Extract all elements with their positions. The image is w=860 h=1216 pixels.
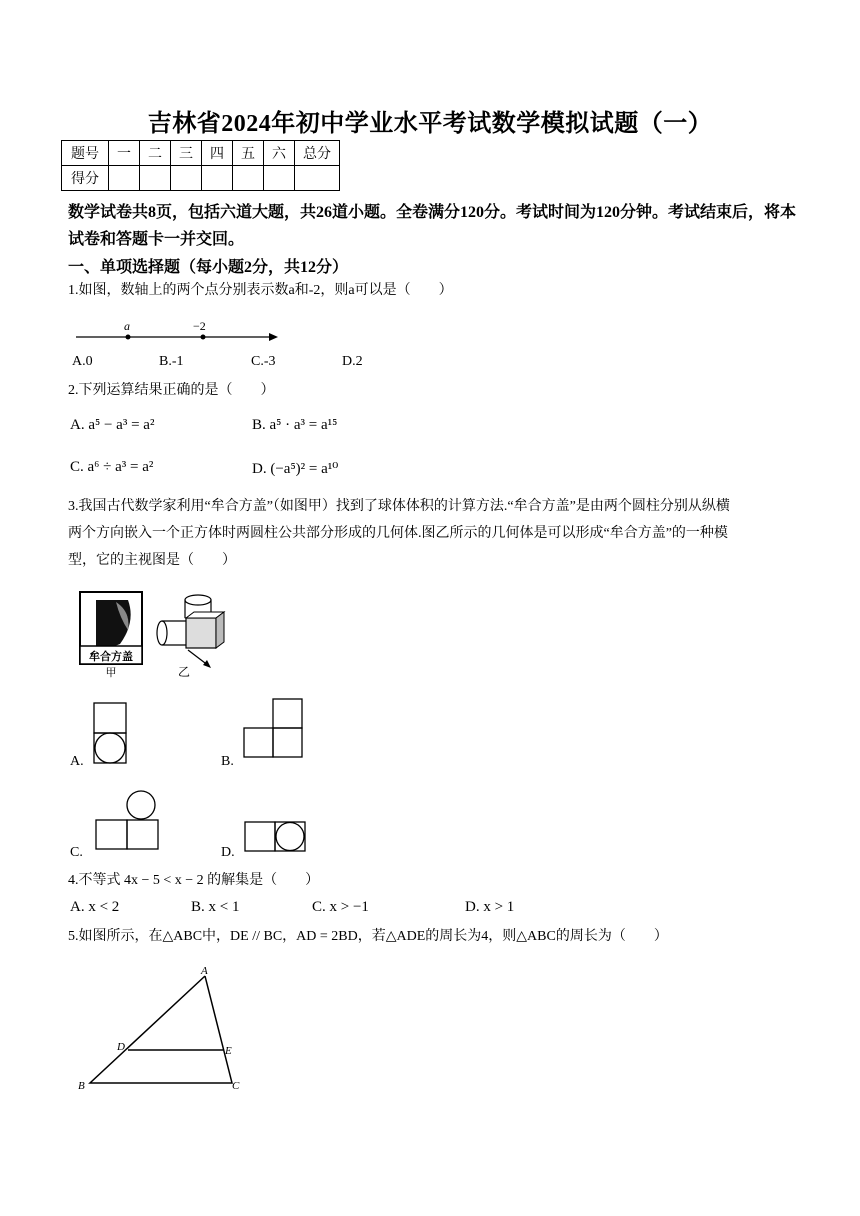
q5-stem: 5.如图所示，在△ABC中，DE // BC，AD = 2BD，若△ADE的周长为4，则△ABC的周长为（ ） — [68, 929, 668, 944]
figure-jia-label: 甲 — [105, 666, 117, 679]
score-cell[interactable] — [171, 166, 202, 191]
vertex-b-label: B — [78, 1080, 85, 1092]
figure-yi-cube-side — [216, 612, 224, 648]
figure-rect — [245, 822, 275, 851]
q3-option-a[interactable]: A. — [70, 754, 84, 769]
triangle-figure — [74, 962, 254, 1096]
figure-yi-label: 乙 — [178, 665, 191, 679]
score-cell[interactable] — [233, 166, 264, 191]
number-line-arrow — [269, 333, 278, 341]
vertex-a-label: A — [201, 965, 208, 977]
q3-option-b-figure[interactable] — [243, 698, 305, 760]
q2-option-a[interactable]: A. a⁵ − a³ = a² — [70, 417, 155, 433]
figure-jia-caption: 牟合方盖 — [89, 650, 133, 663]
figure-yi-arrowhead — [203, 660, 211, 668]
mouhefanggai-figure — [76, 588, 236, 680]
score-table — [61, 140, 340, 191]
point-e-label: E — [225, 1045, 232, 1057]
figure-circle — [95, 733, 125, 763]
q1-option-c[interactable]: C.-3 — [251, 354, 276, 369]
figure-rect — [94, 703, 126, 733]
score-table-header: 一 — [109, 141, 140, 166]
score-table-header: 三 — [171, 141, 202, 166]
score-table-header-row — [62, 141, 340, 166]
figure-rect — [273, 728, 302, 757]
q3-option-d-figure[interactable] — [244, 821, 308, 853]
score-table-header: 六 — [264, 141, 295, 166]
q1-option-b[interactable]: B.-1 — [159, 354, 184, 369]
q4-option-a[interactable]: A. x < 2 — [70, 899, 120, 915]
score-cell[interactable] — [295, 166, 340, 191]
page-title: 吉林省2024年初中学业水平考试数学模拟试题（一） — [147, 111, 713, 137]
vertex-c-label: C — [232, 1080, 240, 1092]
label-a: a — [124, 319, 130, 333]
q4-option-c[interactable]: C. x > −1 — [312, 899, 369, 915]
triangle-abc — [90, 976, 232, 1083]
score-cell[interactable] — [109, 166, 140, 191]
q3-stem-line1: 3.我国古代数学家利用“牟合方盖”（如图甲）找到了球体体积的计算方法.“牟合方盖”是由两个圆柱分别从纵横 — [68, 499, 730, 514]
q2-stem: 2.下列运算结果正确的是（ ） — [68, 383, 275, 398]
q3-option-d[interactable]: D. — [221, 845, 235, 860]
figure-yi-cylinder-top — [185, 595, 211, 605]
q3-option-b[interactable]: B. — [221, 754, 234, 769]
figure-rect — [273, 699, 302, 728]
q2-option-d[interactable]: D. (−a⁵)² = a¹⁰ — [252, 461, 339, 477]
q2-option-c[interactable]: C. a⁶ ÷ a³ = a² — [70, 459, 154, 475]
label-neg2: −2 — [193, 319, 206, 333]
score-cell[interactable] — [202, 166, 233, 191]
section-heading: 一、单项选择题（每小题2分，共12分） — [68, 259, 349, 276]
figure-yi-cylinder-end — [157, 621, 167, 645]
q3-stem-line2: 两个方向嵌入一个正方体时两圆柱公共部分形成的几何体.图乙所示的几何体是可以形成“牟合方盖”的一种模 — [68, 526, 728, 541]
q2-option-b[interactable]: B. a⁵ · a³ = a¹⁵ — [252, 417, 338, 433]
score-table-row — [62, 166, 340, 191]
score-row-label: 得分 — [62, 166, 109, 191]
exam-instructions: 数学试卷共8页，包括六道大题，共26道小题。全卷满分120分。考试时间为120分钟。考试结束后，将本试卷和答题卡一并交回。 — [68, 204, 797, 248]
q1-stem: 1.如图，数轴上的两个点分别表示数a和-2，则a可以是（ ） — [68, 283, 453, 298]
q3-stem-line3: 型，它的主视图是（ ） — [68, 553, 236, 568]
figure-circle — [276, 823, 304, 851]
q4-stem: 4.不等式 4x − 5 < x − 2 的解集是（ ） — [68, 873, 320, 888]
score-table-header: 总分 — [295, 141, 340, 166]
point-neg2 — [201, 335, 206, 340]
q1-option-d[interactable]: D.2 — [342, 354, 363, 369]
score-table-header: 二 — [140, 141, 171, 166]
q3-option-a-figure[interactable] — [93, 702, 129, 766]
point-a — [126, 335, 131, 340]
score-cell[interactable] — [264, 166, 295, 191]
figure-yi-cube — [186, 618, 216, 648]
figure-rect — [127, 820, 158, 849]
q3-option-c-figure[interactable] — [94, 790, 160, 852]
q1-option-a[interactable]: A.0 — [72, 354, 93, 369]
figure-rect — [96, 820, 127, 849]
score-table-header: 题号 — [62, 141, 109, 166]
score-cell[interactable] — [140, 166, 171, 191]
number-line-figure — [72, 318, 282, 348]
q3-option-c[interactable]: C. — [70, 845, 83, 860]
figure-circle — [127, 791, 155, 819]
score-table-header: 五 — [233, 141, 264, 166]
q4-option-b[interactable]: B. x < 1 — [191, 899, 240, 915]
score-table-header: 四 — [202, 141, 233, 166]
q4-option-d[interactable]: D. x > 1 — [465, 899, 515, 915]
point-d-label: D — [117, 1041, 125, 1053]
figure-rect — [244, 728, 273, 757]
